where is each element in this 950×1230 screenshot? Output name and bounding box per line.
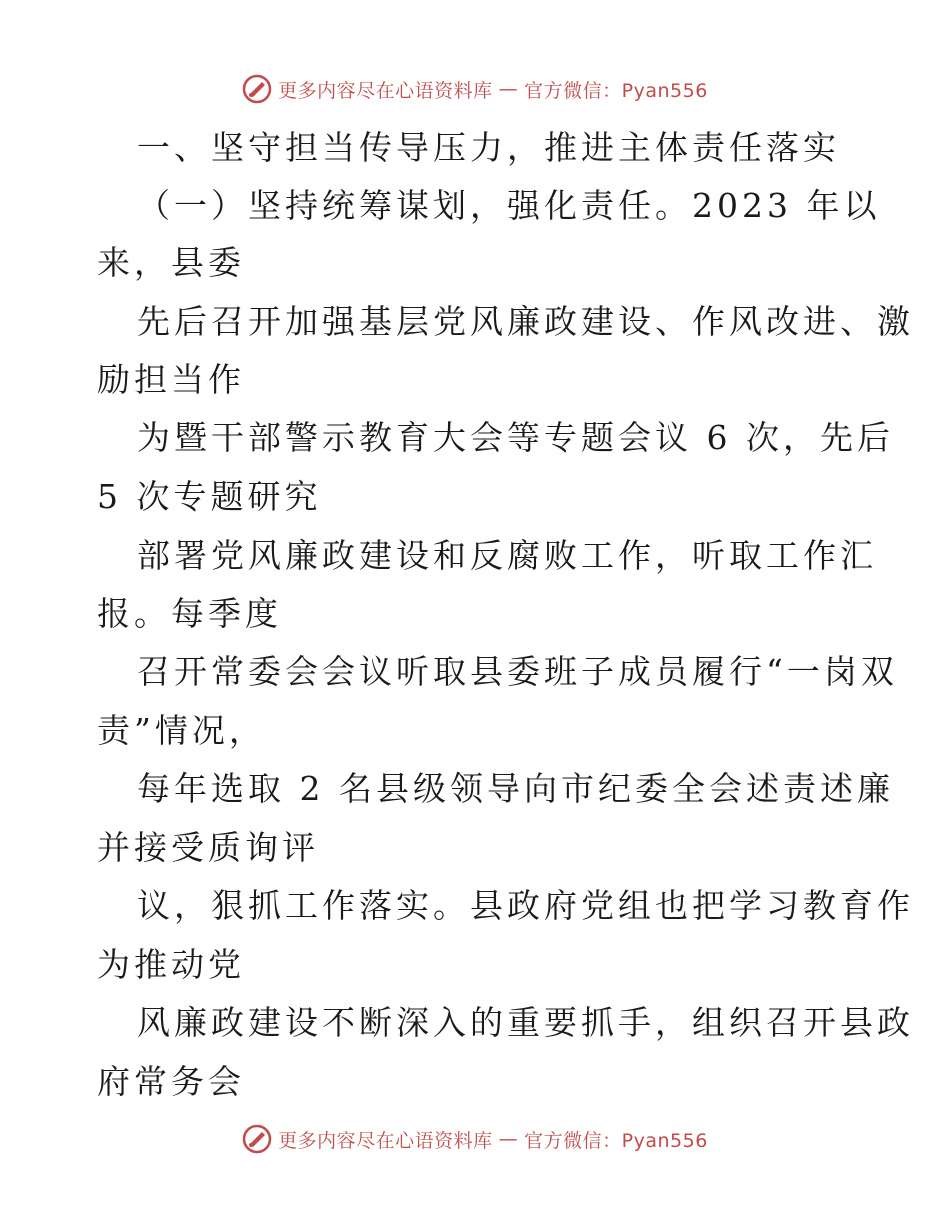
paragraph-line: 先后召开加强基层党风廉政建设、作风改进、激 bbox=[137, 302, 914, 341]
paragraph-line: 召开常委会会议听取县委班子成员履行“一岗双 bbox=[137, 652, 898, 691]
paragraph-line: 府常务会 bbox=[97, 1062, 245, 1101]
paragraph-line: 5 次专题研究 bbox=[97, 477, 322, 516]
watermark-header bbox=[0, 74, 950, 104]
watermark-separator: — bbox=[498, 1128, 519, 1150]
paragraph-line: 风廉政建设不断深入的重要抓手，组织召开县政 bbox=[137, 1003, 914, 1042]
watermark-main-text: 更多内容尽在心语资料库 bbox=[278, 79, 493, 102]
paragraph-line: 部署党风廉政建设和反腐败工作，听取工作汇 bbox=[137, 536, 877, 575]
paragraph-line: 并接受质询评 bbox=[97, 828, 319, 867]
watermark-tail-text: 官方微信：Pyan556 bbox=[524, 79, 708, 102]
logo-icon bbox=[242, 1124, 272, 1154]
paragraph-line: 为暨干部警示教育大会等专题会议 6 次，先后 bbox=[137, 418, 894, 457]
watermark-separator: — bbox=[498, 78, 519, 100]
paragraph-line: 每年选取 2 名县级领导向市纪委全会述责述廉 bbox=[137, 769, 894, 808]
watermark-tail-text: 官方微信：Pyan556 bbox=[524, 1129, 708, 1152]
paragraph-line: 议，狠抓工作落实。县政府党组也把学习教育作 bbox=[137, 886, 914, 925]
paragraph-line: 励担当作 bbox=[97, 360, 245, 399]
paragraph-line: 报。每季度 bbox=[97, 594, 282, 633]
paragraph-line: 责”情况， bbox=[97, 711, 266, 750]
paragraph-line: 为推动党 bbox=[97, 945, 245, 984]
watermark-main-text: 更多内容尽在心语资料库 bbox=[278, 1129, 493, 1152]
logo-icon bbox=[242, 74, 272, 104]
watermark-footer bbox=[0, 1124, 950, 1154]
paragraph-line: （一）坚持统筹谋划，强化责任。2023 年以 bbox=[137, 186, 881, 225]
section-heading: 一、坚守担当传导压力，推进主体责任落实 bbox=[137, 128, 840, 167]
paragraph-line: 来，县委 bbox=[97, 243, 245, 282]
